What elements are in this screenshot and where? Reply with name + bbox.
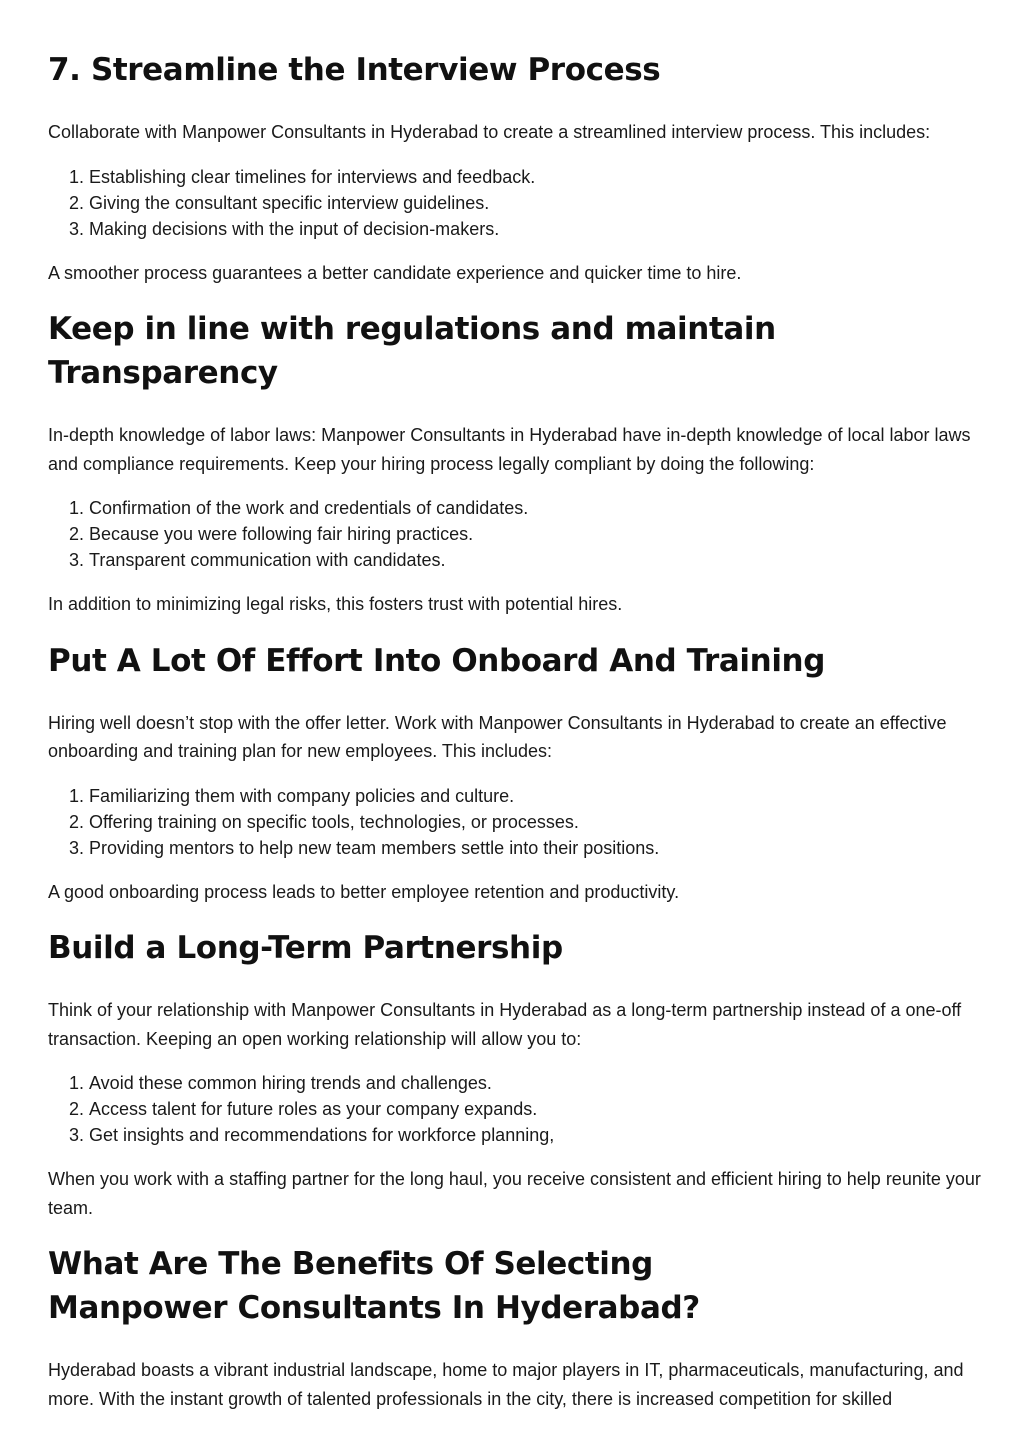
list-item: 1. Familiarizing them with company policies and culture. (89, 783, 983, 809)
section-intro: In-depth knowledge of labor laws: Manpower Consultants in Hyderabad have in-depth knowledge of local labor laws and compliance requirements. Keep your hiring process legally compliant by doing the following: (48, 425, 971, 474)
section-heading: What Are The Benefits Of Selecting Manpower Consultants In Hyderabad? (48, 1246, 700, 1326)
section-intro: Hyderabad boasts a vibrant industrial landscape, home to major players in IT, pharmaceuticals, manufacturing, and more. With the instant growth of talented professionals in the city, there is increased competition for skilled (48, 1360, 964, 1409)
numbered-list (48, 1070, 983, 1148)
list-item: 2. Giving the consultant specific interview guidelines. (89, 190, 983, 216)
list-item: 3. Get insights and recommendations for workforce planning, (89, 1122, 983, 1148)
numbered-list (48, 164, 983, 242)
list-item: 2. Because you were following fair hiring practices. (89, 521, 983, 547)
list-item: 3. Providing mentors to help new team members settle into their positions. (89, 835, 983, 861)
list-item: 2. Offering training on specific tools, technologies, or processes. (89, 809, 983, 835)
section-outro: When you work with a staffing partner for the long haul, you receive consistent and efficient hiring to help reunite your team. (48, 1169, 981, 1218)
section-heading: Put A Lot Of Effort Into Onboard And Training (48, 642, 826, 679)
list-item: 1. Confirmation of the work and credentials of candidates. (89, 495, 983, 521)
section-intro: Collaborate with Manpower Consultants in Hyderabad to create a streamlined interview process. This includes: (48, 122, 931, 142)
section-outro: In addition to minimizing legal risks, this fosters trust with potential hires. (48, 594, 623, 614)
section-heading: 7. Streamline the Interview Process (48, 52, 661, 88)
section-heading: Keep in line with regulations and maintain Transparency (48, 311, 776, 391)
numbered-list (48, 783, 983, 861)
document-page (48, 0, 983, 1413)
list-item: 3. Transparent communication with candidates. (89, 547, 983, 573)
numbered-list (48, 495, 983, 573)
section-intro: Hiring well doesn’t stop with the offer letter. Work with Manpower Consultants in Hyderabad to create an effective onboarding and training plan for new employees. This includes: (48, 712, 947, 761)
section-outro: A good onboarding process leads to better employee retention and productivity. (48, 881, 680, 902)
section-heading: Build a Long-Term Partnership (48, 930, 563, 966)
section-intro: Think of your relationship with Manpower Consultants in Hyderabad as a long-term partnership instead of a one-off transaction. Keeping an open working relationship will allow you to: (48, 1000, 962, 1049)
list-item: 1. Avoid these common hiring trends and challenges. (89, 1070, 983, 1096)
list-item: 2. Access talent for future roles as your company expands. (89, 1096, 983, 1122)
list-item: 3. Making decisions with the input of decision-makers. (89, 216, 983, 242)
list-item: 1. Establishing clear timelines for interviews and feedback. (89, 164, 983, 190)
section-outro: A smoother process guarantees a better candidate experience and quicker time to hire. (48, 262, 742, 283)
